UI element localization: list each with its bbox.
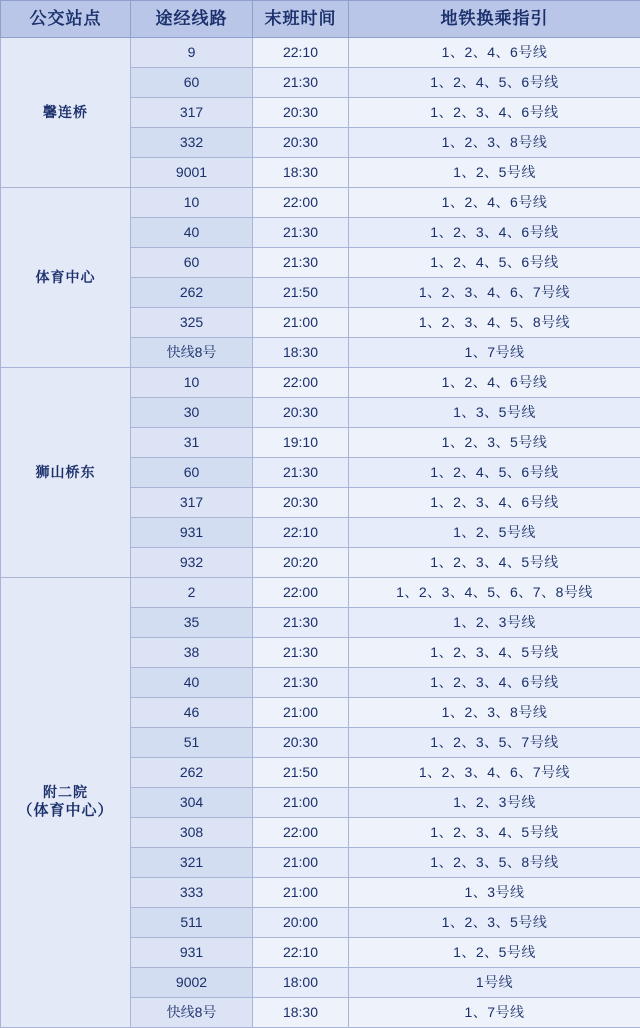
last-time-cell: 21:30 — [253, 218, 349, 248]
last-time-cell: 18:30 — [253, 158, 349, 188]
metro-transfer-cell: 1号线 — [349, 968, 640, 998]
route-cell: 332 — [131, 128, 253, 158]
station-cell — [1, 368, 131, 578]
route-cell: 325 — [131, 308, 253, 338]
last-time-cell: 20:30 — [253, 488, 349, 518]
column-header-metro-transfer: 地铁换乘指引 — [349, 1, 640, 38]
last-time-cell: 21:50 — [253, 758, 349, 788]
table-row — [1, 578, 640, 608]
last-time-cell: 18:30 — [253, 338, 349, 368]
route-cell: 304 — [131, 788, 253, 818]
route-cell: 51 — [131, 728, 253, 758]
last-time-cell: 22:00 — [253, 188, 349, 218]
route-cell: 9002 — [131, 968, 253, 998]
last-time-cell: 20:20 — [253, 548, 349, 578]
metro-transfer-cell: 1、2、3、4、5号线 — [349, 548, 640, 578]
last-time-cell: 20:30 — [253, 128, 349, 158]
route-cell: 2 — [131, 578, 253, 608]
table-body — [1, 38, 640, 1028]
route-cell: 932 — [131, 548, 253, 578]
route-cell: 46 — [131, 698, 253, 728]
table-header — [1, 1, 640, 38]
metro-transfer-cell: 1、3号线 — [349, 878, 640, 908]
last-time-cell: 22:00 — [253, 578, 349, 608]
last-time-cell: 21:00 — [253, 308, 349, 338]
last-time-cell: 22:00 — [253, 368, 349, 398]
last-time-cell: 18:30 — [253, 998, 349, 1028]
metro-transfer-cell: 1、2、4、5、6号线 — [349, 458, 640, 488]
metro-transfer-cell: 1、2、3、4、5号线 — [349, 818, 640, 848]
column-header-route: 途经线路 — [131, 1, 253, 38]
last-time-cell: 19:10 — [253, 428, 349, 458]
metro-transfer-cell: 1、2、3、5号线 — [349, 908, 640, 938]
metro-transfer-cell: 1、2、3、4、5号线 — [349, 638, 640, 668]
route-cell: 308 — [131, 818, 253, 848]
metro-transfer-cell: 1、2、3、4、6、7号线 — [349, 758, 640, 788]
last-time-cell: 21:30 — [253, 608, 349, 638]
station-name: 狮山桥东 — [36, 464, 96, 480]
column-header-last-time: 末班时间 — [253, 1, 349, 38]
last-time-cell: 21:00 — [253, 788, 349, 818]
table-row — [1, 368, 640, 398]
route-cell: 333 — [131, 878, 253, 908]
route-cell: 10 — [131, 368, 253, 398]
route-cell: 321 — [131, 848, 253, 878]
column-header-station: 公交站点 — [1, 1, 131, 38]
last-time-cell: 21:30 — [253, 668, 349, 698]
last-time-cell: 20:30 — [253, 728, 349, 758]
last-time-cell: 20:00 — [253, 908, 349, 938]
route-cell: 511 — [131, 908, 253, 938]
metro-transfer-cell: 1、2、4、6号线 — [349, 38, 640, 68]
last-time-cell: 22:00 — [253, 818, 349, 848]
metro-transfer-cell: 1、2、4、5、6号线 — [349, 248, 640, 278]
route-cell: 10 — [131, 188, 253, 218]
route-cell: 快线8号 — [131, 998, 253, 1028]
metro-transfer-cell: 1、2、5号线 — [349, 938, 640, 968]
station-cell — [1, 578, 131, 1028]
last-time-cell: 21:00 — [253, 848, 349, 878]
last-time-cell: 20:30 — [253, 98, 349, 128]
last-time-cell: 22:10 — [253, 938, 349, 968]
route-cell: 40 — [131, 218, 253, 248]
last-time-cell: 21:00 — [253, 878, 349, 908]
station-name: 附二院 — [43, 784, 88, 800]
station-cell — [1, 188, 131, 368]
metro-transfer-cell: 1、3、5号线 — [349, 398, 640, 428]
station-name: 馨连桥 — [43, 104, 88, 120]
route-cell: 60 — [131, 248, 253, 278]
route-cell: 9001 — [131, 158, 253, 188]
route-cell: 30 — [131, 398, 253, 428]
last-time-cell: 21:30 — [253, 458, 349, 488]
metro-transfer-cell: 1、2、3、4、6号线 — [349, 98, 640, 128]
metro-transfer-cell: 1、2、3、4、6号线 — [349, 218, 640, 248]
metro-transfer-cell: 1、2、5号线 — [349, 518, 640, 548]
metro-transfer-cell: 1、2、4、5、6号线 — [349, 68, 640, 98]
route-cell: 60 — [131, 458, 253, 488]
route-cell: 60 — [131, 68, 253, 98]
route-cell: 931 — [131, 518, 253, 548]
route-cell: 35 — [131, 608, 253, 638]
metro-transfer-cell: 1、2、3、4、6号线 — [349, 668, 640, 698]
metro-transfer-cell: 1、2、3、8号线 — [349, 128, 640, 158]
station-name: 体育中心 — [36, 269, 96, 285]
metro-transfer-cell: 1、2、3号线 — [349, 788, 640, 818]
last-time-cell: 21:30 — [253, 248, 349, 278]
route-cell: 317 — [131, 488, 253, 518]
last-time-cell: 21:30 — [253, 638, 349, 668]
metro-transfer-cell: 1、2、3号线 — [349, 608, 640, 638]
metro-transfer-cell: 1、2、3、5、8号线 — [349, 848, 640, 878]
table-row — [1, 38, 640, 68]
route-cell: 317 — [131, 98, 253, 128]
route-cell: 931 — [131, 938, 253, 968]
route-cell: 9 — [131, 38, 253, 68]
last-time-cell: 21:50 — [253, 278, 349, 308]
last-time-cell: 21:00 — [253, 698, 349, 728]
route-cell: 快线8号 — [131, 338, 253, 368]
metro-transfer-cell: 1、2、3、4、5、6、7、8号线 — [349, 578, 640, 608]
table-row — [1, 188, 640, 218]
last-time-cell: 18:00 — [253, 968, 349, 998]
last-time-cell: 20:30 — [253, 398, 349, 428]
metro-transfer-cell: 1、2、5号线 — [349, 158, 640, 188]
last-time-cell: 21:30 — [253, 68, 349, 98]
header-row — [1, 1, 640, 38]
metro-transfer-cell: 1、2、3、5号线 — [349, 428, 640, 458]
route-cell: 262 — [131, 278, 253, 308]
route-cell: 40 — [131, 668, 253, 698]
station-name-sub: （体育中心） — [1, 802, 130, 821]
metro-transfer-cell: 1、7号线 — [349, 998, 640, 1028]
last-time-cell: 22:10 — [253, 518, 349, 548]
metro-transfer-cell: 1、2、4、6号线 — [349, 368, 640, 398]
metro-transfer-cell: 1、2、4、6号线 — [349, 188, 640, 218]
station-cell — [1, 38, 131, 188]
last-time-cell: 22:10 — [253, 38, 349, 68]
route-cell: 262 — [131, 758, 253, 788]
route-cell: 38 — [131, 638, 253, 668]
metro-transfer-cell: 1、2、3、4、5、8号线 — [349, 308, 640, 338]
metro-transfer-cell: 1、2、3、4、6、7号线 — [349, 278, 640, 308]
metro-transfer-cell: 1、7号线 — [349, 338, 640, 368]
metro-transfer-cell: 1、2、3、4、6号线 — [349, 488, 640, 518]
metro-transfer-cell: 1、2、3、5、7号线 — [349, 728, 640, 758]
metro-transfer-cell: 1、2、3、8号线 — [349, 698, 640, 728]
route-cell: 31 — [131, 428, 253, 458]
